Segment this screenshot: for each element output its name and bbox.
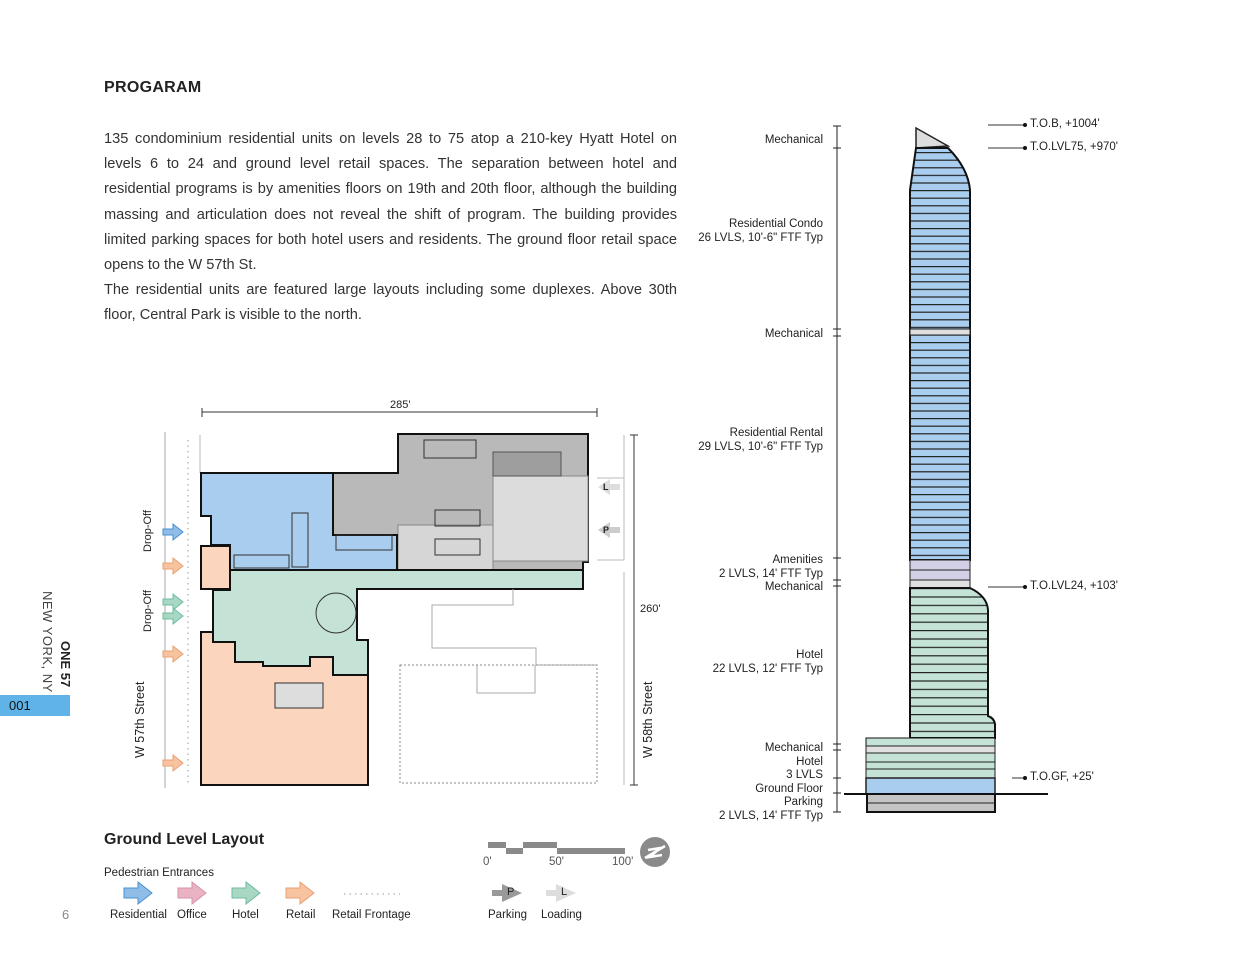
dropoff-label: Drop-Off (142, 590, 154, 632)
dimension-depth: 260' (640, 603, 661, 615)
scale-tick: 50' (549, 856, 564, 868)
legend-retail: Retail (286, 909, 316, 921)
parking-icon: P (507, 886, 515, 898)
section-label-amenities: Amenities 2 LVLS, 14' FTF Typ Mechanical (718, 554, 823, 593)
section-label-mechanical: Mechanical (764, 134, 823, 146)
section-label-residential-rental: Residential Rental 29 LVLS, 10'-6" FTF Typ (698, 427, 823, 453)
scale-tick: 0' (483, 856, 492, 868)
street-label-w57: W 57th Street (133, 681, 147, 758)
loading-icon: L (561, 886, 568, 898)
building-section (833, 125, 1048, 812)
section-label-podium: Mechanical Hotel 3 LVLS Ground Floor Parking 2 LVLS, 14' FTF Typ (718, 742, 823, 822)
plan-caption: Ground Level Layout (104, 831, 265, 848)
page-number: 6 (62, 907, 70, 922)
elevation-level-24: T.O.LVL24, +103' (1030, 580, 1118, 592)
street-label-w58: W 58th Street (641, 681, 655, 758)
dropoff-label: Drop-Off (142, 510, 154, 552)
north-arrow-icon (640, 837, 670, 867)
legend-retail-frontage: Retail Frontage (332, 909, 411, 921)
scale-tick: 100' (612, 856, 634, 868)
project-location: NEW YORK, NY (40, 591, 55, 693)
legend-hotel: Hotel (232, 909, 259, 921)
office-arrow-icon (178, 882, 206, 904)
dimension-width: 285' (390, 399, 411, 411)
section-label-mechanical: Mechanical (764, 328, 823, 340)
program-description (104, 127, 677, 329)
paragraph: 135 condominium residential units on levels 28 to 75 atop a 210-key Hyatt Hotel on levels 6 to 24 and ground level retail spaces. The separation between hotel and residential programs is by amenities floors on 19th and 20th floor, although the building massing and articulation does not reveal the shift of program. The building provides limited parking spaces for both hotel users and residents. The ground floor retail space opens to the W 57th St. (104, 131, 677, 274)
project-name: ONE 57 (58, 641, 73, 688)
legend-residential: Residential (110, 909, 167, 921)
section-label-residential-condo: Residential Condo 26 LVLS, 10'-6" FTF Typ (698, 218, 823, 244)
hotel-lobby (213, 570, 583, 675)
section-label-hotel: Hotel 22 LVLS, 12' FTF Typ (712, 649, 823, 675)
ground-floor-plan (163, 408, 638, 788)
elevation-top-of-building: T.O.B, +1004' (1030, 118, 1100, 130)
legend-heading: Pedestrian Entrances (104, 867, 214, 879)
legend-loading: Loading (541, 909, 582, 921)
elevation-level-75: T.O.LVL75, +970' (1030, 141, 1118, 153)
retail-space-north (201, 546, 230, 589)
hotel-tower (910, 588, 995, 738)
sheet-number-badge (0, 695, 70, 716)
elevation-ground-floor: T.O.GF, +25' (1030, 771, 1094, 783)
section-title: PROGARAM (104, 79, 202, 96)
legend-parking: Parking (488, 909, 527, 921)
parking-marker: P (603, 525, 610, 535)
paragraph: The residential units are featured large layouts including some duplexes. Above 30th floor, Central Park is visible to the north. (104, 282, 677, 324)
scale-bar (488, 842, 625, 854)
sheet-number: 001 (9, 698, 31, 713)
legend-office: Office (177, 909, 207, 921)
loading-marker: L (603, 482, 609, 492)
residential-tower (910, 148, 970, 560)
